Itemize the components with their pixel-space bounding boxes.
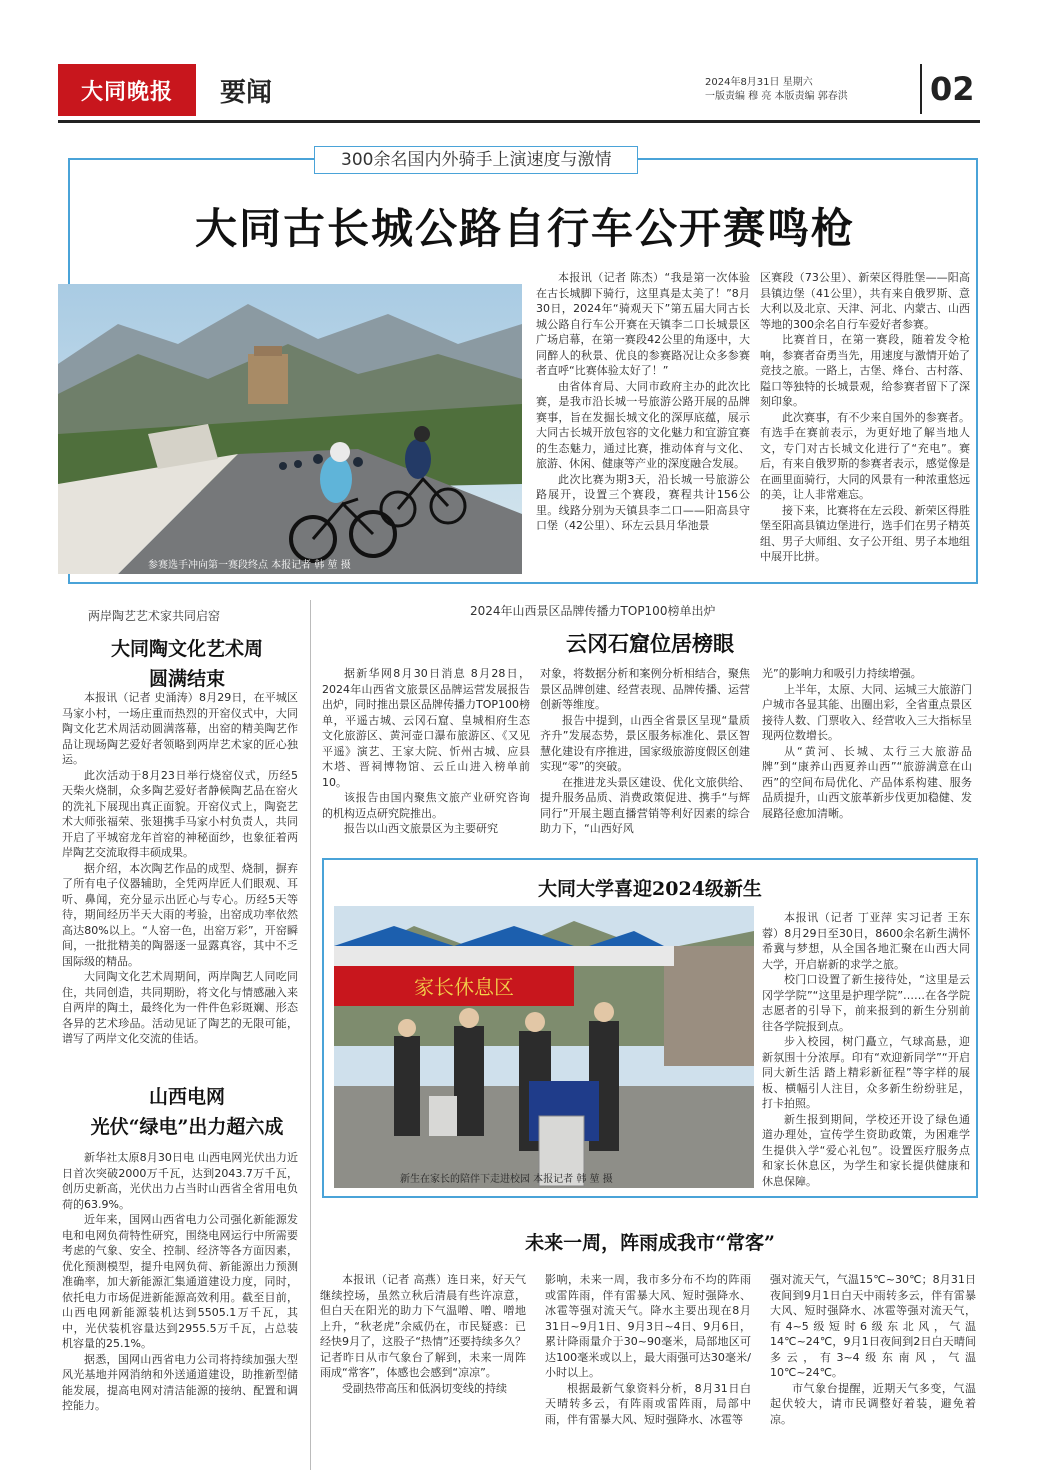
- paragraph: 上半年，太原、大同、运城三大旅游门户城市各显其能、出圈出彩，全省重点景区接待人数、门票收入、经营收入三大指标呈现两位数增长。: [762, 682, 972, 742]
- dateline: [705, 76, 848, 104]
- taoci-headline: [62, 634, 312, 694]
- paragraph: 新生报到期间，学校还开设了绿色通道办理处，宣传学生资助政策，为困难学生提供入学“爱心礼包”。设置医疗服务点和家长休息区，为学生和家长提供健康和休息保障。: [762, 1112, 970, 1188]
- cycling-race-photo: [58, 284, 522, 574]
- paragraph: 据介绍，本次陶艺作品的成型、烧制，摒弃了所有电子仪器辅助，全凭两岸匠人们眼观、耳听、鼻闻，充分显示出匠心与专心。历经5天等待，期间经历半天大雨的考验，出窑成功率依然高达80%以上。“人窑一色，出窑万彩”，开窑瞬间，一批批精美的陶器逐一显露真容，其中不乏国际级的精品。: [62, 861, 298, 968]
- section-title: 要闻: [220, 78, 273, 108]
- weather-headline: 未来一周，阵雨成我市“常客”: [525, 1232, 775, 1254]
- paragraph: 由省体育局、大同市政府主办的此次比赛，是我市沿长城一号旅游公路开展的品牌赛事，旨在发掘长城文化的深厚底蕴，展示大同古长城开放包容的文化魅力和宜游宜赛的生态魅力，通过比赛，推动体育与文化、旅游、休闲、健康等产业的深度融合发展。: [536, 379, 750, 470]
- cycling-race-illustration: [58, 284, 522, 574]
- editor-credits: 一版责编 穆 亮 本版责编 郭春洪: [705, 91, 848, 102]
- headline-line: 圆满结束: [148, 668, 225, 690]
- weather-body-col3: [770, 1272, 976, 1427]
- paragraph: 本报讯（记者 丁亚萍 实习记者 王东蓉）8月29日至30日，8600余名新生满怀希冀与梦想，从全国各地汇聚在山西大同大学，开启崭新的求学之旅。: [762, 911, 970, 971]
- freshmen-photo: [334, 906, 754, 1188]
- paragraph: 从“黄河、长城、太行三大旅游品牌”到“康养山西夏养山西”“旅游满意在山西”的空间布局优化、产品体系构建、服务品质提升，山西文旅革新步伐更加稳健、发展路径愈加清晰。: [762, 744, 972, 820]
- paragraph: 在推进龙头景区建设、优化文旅供给、提升服务品质、消费政策促进、携手“与辉同行”开展主题直播营销等利好因素的综合助力下，“山西好风: [540, 775, 750, 835]
- yungang-body-col3: [762, 666, 972, 821]
- photo-caption: 新生在家长的陪伴下走进校园 本报记者 韩 堃 摄: [400, 1174, 613, 1185]
- paragraph: 对象，将数据分析和案例分析相结合，聚焦景区品牌创建、经营表现、品牌传播、运营创新等维度。: [540, 667, 750, 711]
- paragraph: 据悉，国网山西省电力公司将持续加强大型风光基地并网消纳和外送通道建设，助推新型储能发展，提高电网对清洁能源的接纳、配置和调控能力。: [62, 1352, 298, 1412]
- paragraph: 接下来，比赛将在左云段、新荣区得胜堡至阳高县镇边堡进行，选手们在男子精英组、男子大师组、女子公开组、男子本地组中展开比拼。: [760, 503, 970, 563]
- yungang-body-col1: [322, 666, 530, 837]
- paragraph: 此次活动于8月23日举行烧窑仪式，历经5天柴火烧制，众多陶艺爱好者静候陶艺品在窑火的洗礼下展现出真正面貌。开窑仪式上，陶瓷艺术大师张福荣、张翅携手马家小村负责人，共同开启了平城窑龙年首窑的神秘面纱，也象征着两岸陶艺交流取得丰硕成果。: [62, 768, 298, 859]
- paragraph: 大同陶文化艺术周期间，两岸陶艺人同吃同住，共同创造，共同期盼，将文化与情感融入来自两岸的陶土，最终化为一件件色彩斑斓、形态各异的艺术珍品。活动见证了陶艺的无限可能，谱写了两岸文化交流的佳话。: [62, 970, 298, 1045]
- weather-body-col2: [545, 1272, 751, 1427]
- paragraph: 近年来，国网山西省电力公司强化新能源发电和电网负荷特性研究，围绕电网运行中所需要考虑的气象、安全、控制、经济等各方面因素，优化预测模型，提升电网负荷、新能源出力预测准确率，加大新能源汇集通道建设力度，同时，依托电力市场促进新能源高效利用。截至目前，山西电网新能源装机达到5505.1万千瓦，其中，光伏装机容量达到2955.5万千瓦，占总装机容量的25.1%。: [62, 1213, 298, 1350]
- issue-date: 2024年8月31日 星期六: [705, 77, 813, 88]
- paragraph: 光”的影响力和吸引力持续增强。: [762, 667, 922, 680]
- lead-body-col2: [760, 270, 970, 565]
- paragraph: 此次比赛为期3天，沿长城一号旅游公路展开，设置三个赛段，赛程共计156公里。线路分别为天镇县李二口——阳高县守口堡（42公里）、环左云县月华池景: [536, 472, 750, 532]
- paragraph: 本报讯（记者 高燕）连日来，好天气继续控场，虽然立秋后清晨有些许凉意，但白天在阳光的助力下气温噌、噌、噌地上升，“秋老虎”余威仍在，市民疑惑：已经快9月了，这股子“热情”还要持续多久？记者昨日从市气象台了解到，未来一周阵雨成“常客”，体感也会感到“凉凉”。: [320, 1273, 526, 1379]
- tent-banner-text: 家长休息区: [414, 975, 514, 999]
- divider: [920, 64, 922, 114]
- headline-line: 光伏“绿电”出力超六成: [90, 1116, 284, 1138]
- yungang-body-col2: [540, 666, 750, 837]
- paragraph: 此次赛事，有不少来自国外的参赛者。有选手在赛前表示，为更好地了解当地人文，专门对古长城文化进行了“充电”。赛后，有来自俄罗斯的参赛者表示，感觉像是在画里面骑行，大同的风景有一种浓重悠远的美，让人非常难忘。: [760, 410, 970, 501]
- paragraph: 报告中提到，山西全省景区呈现“量质齐升”发展态势，景区服务标准化、景区智慧化建设有序推进，国家级旅游度假区创建实现“零”的突破。: [540, 713, 750, 773]
- column-divider: [310, 600, 311, 1470]
- taoci-kicker: 两岸陶艺艺术家共同启窑: [88, 609, 221, 623]
- lead-headline: 大同古长城公路自行车公开赛鸣枪: [194, 204, 855, 253]
- paragraph: 本报讯（记者 陈杰）“我是第一次体验在古长城脚下骑行，这里真是太美了！”8月30日，2024年“骑观天下”第五届大同古长城公路自行车公开赛在天镇李二口长城景区广场启幕，在第一赛段42公里的角逐中，大同醉人的秋景、优良的参赛路况让众多参赛者直呼“比赛体验太好了！”: [536, 271, 750, 377]
- paragraph: 新华社太原8月30日电 山西电网光伏出力近日首次突破2000万千瓦，达到2043.7万千瓦，创历史新高，光伏出力占当时山西省全省用电负荷的63.9%。: [62, 1151, 298, 1211]
- yungang-kicker: 2024年山西景区品牌传播力TOP100榜单出炉: [470, 604, 716, 618]
- freshmen-illustration: [334, 906, 754, 1188]
- photo-caption: 参赛选手冲向第一赛段终点 本报记者 韩 堃 摄: [148, 560, 351, 571]
- grid-body: [62, 1150, 298, 1414]
- paragraph: 影响，未来一周，我市多分布不均的阵雨或雷阵雨，伴有雷暴大风、短时强降水、冰雹等强对流天气。降水主要出现在8月31日~9月1日、9月3日~4日、9月6日，累计降雨量介于30~90毫米，局部地区可达100毫米或以上，最大雨强可达30毫米/小时以上。: [545, 1273, 751, 1379]
- paragraph: 据新华网8月30日消息 8月28日，2024年山西省文旅景区品牌运营发展报告出炉，同时推出景区品牌传播力TOP100榜单，平遥古城、云冈石窟、皇城相府生态文化旅游区、黄河壶口瀑布旅游区、《又见平遥》演艺、王家大院、忻州古城、应县木塔、晋祠博物馆、云丘山进入榜单前10。: [322, 667, 531, 789]
- paragraph: 受副热带高压和低涡切变线的持续: [342, 1381, 507, 1395]
- paragraph: 本报讯（记者 史涌涛）8月29日，在平城区马家小村，一场庄重而热烈的开窑仪式中，大同陶文化艺术周活动圆满落幕，出窑的精美陶艺作品让现场陶艺爱好者领略到两岸艺术家的匠心独运。: [62, 691, 298, 766]
- headline-line: 山西电网: [148, 1086, 225, 1108]
- paragraph: 步入校园，树门矗立，气球高悬，迎新氛围十分浓厚。印有“欢迎新同学”“开启同大新生活 踏上精彩新征程”等字样的展板、横幅引人注目，众多新生纷纷驻足，打卡拍照。: [762, 1035, 970, 1110]
- paragraph: 市气象台提醒，近期天气多变，气温起伏较大，请市民调整好着装，避免着凉。: [770, 1381, 976, 1426]
- university-headline: 大同大学喜迎2024级新生: [538, 878, 762, 900]
- page-number: 02: [930, 70, 975, 108]
- grid-headline: [62, 1082, 312, 1142]
- weather-body-col1: [320, 1272, 526, 1396]
- lead-body-col1: [536, 270, 750, 534]
- paragraph: 比赛首日，在第一赛段，随着发令枪响，参赛者奋勇当先，用速度与激情开始了竞技之旅。一路上，古堡、烽台、古村落、隘口等独特的长城景观，给参赛者留下了深刻印象。: [760, 333, 970, 408]
- headline-line: 大同陶文化艺术周: [110, 638, 263, 660]
- paragraph: 报告以山西文旅景区为主要研究: [344, 822, 498, 835]
- paragraph: 区赛段（73公里）、新荣区得胜堡——阳高县镇边堡（41公里），共有来自俄罗斯、意大利以及北京、天津、河北、内蒙古、山西等地的300余名自行车爱好者参赛。: [760, 271, 970, 331]
- university-body: [762, 910, 970, 1189]
- yungang-headline: 云冈石窟位居榜眼: [566, 631, 734, 656]
- paragraph: 该报告由国内聚焦文旅产业研究咨询的机构迈点研究院推出。: [322, 791, 530, 820]
- paragraph: 校门口设置了新生接待处，“这里是云冈学学院”“这里是护理学院”……在各学院志愿者的引导下，前来报到的新生分别前往各学院报到点。: [762, 973, 970, 1033]
- newspaper-logo: 大同晚报: [58, 64, 196, 116]
- taoci-body: [62, 690, 298, 1047]
- paragraph: 根据最新气象资料分析，8月31日白天晴转多云，有阵雨或雷阵雨，局部中雨，伴有雷暴大风、短时强降水、冰雹等: [545, 1381, 751, 1426]
- paragraph: 强对流天气，气温15℃~30℃；8月31日夜间到9月1日白天中雨转多云，伴有雷暴大风、短时强降水、冰雹等强对流天气，有4~5级短时6级东北风，气温14℃~24℃，9月1日夜间到2日白天晴间多云，有3~4级东南风，气温10℃~24℃。: [770, 1273, 976, 1379]
- lead-kicker: 300余名国内外骑手上演速度与激情: [314, 146, 638, 174]
